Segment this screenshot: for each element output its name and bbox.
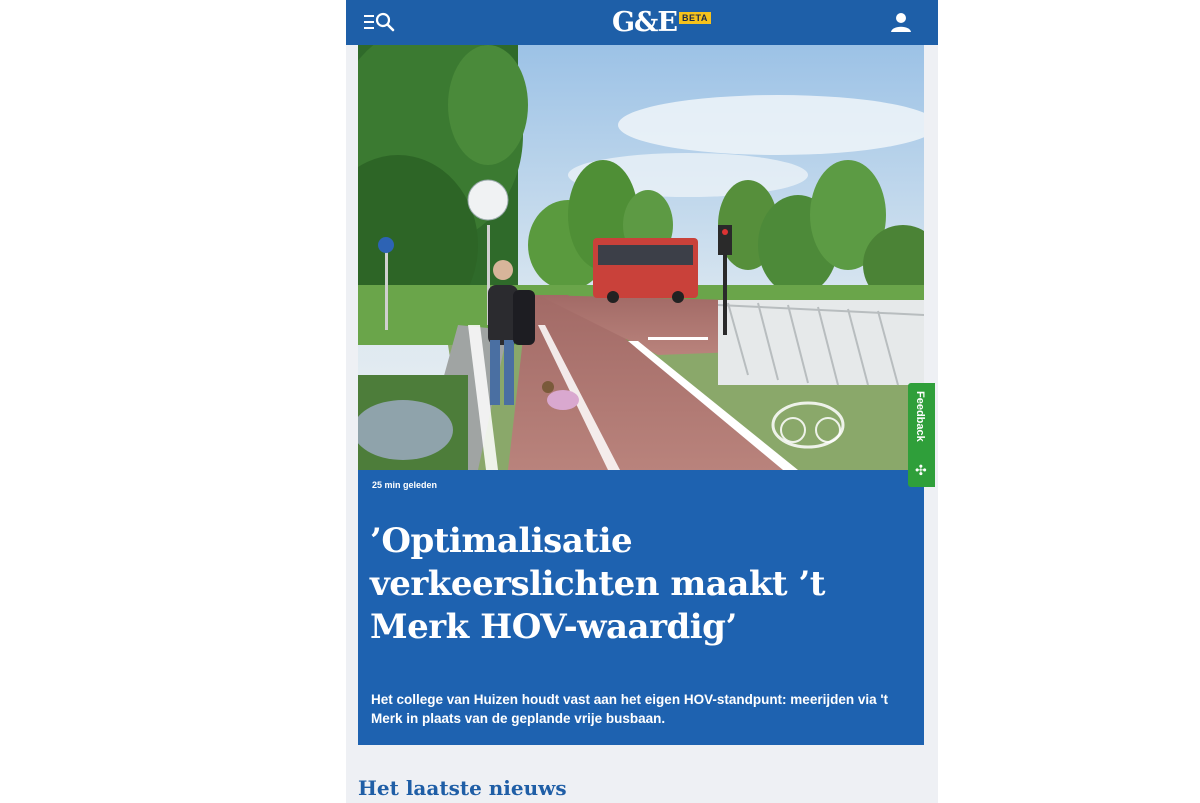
feedback-icon: ✣ [915, 462, 927, 478]
top-navigation-bar [346, 0, 938, 45]
feedback-label: Feedback [914, 391, 926, 442]
article-hero-image[interactable] [358, 45, 924, 470]
article-headline[interactable]: ’Optimalisatie verkeerslichten maakt ’t Merk HOV-waardig’ [370, 521, 826, 647]
menu-search-icon[interactable] [364, 10, 398, 34]
article-card[interactable] [358, 470, 924, 745]
latest-news-heading: Het laatste nieuws [358, 776, 567, 800]
user-icon[interactable] [890, 11, 912, 33]
article-lead: Het college van Huizen houdt vast aan het eigen HOV-standpunt: meerijden via 't Merk in plaats van de geplande vrije busbaan. [371, 692, 889, 726]
ge-logo[interactable] [612, 7, 711, 37]
mobile-page [346, 0, 938, 803]
beta-badge: BETA [679, 12, 711, 24]
article-timestamp: 25 min geleden [372, 480, 438, 490]
feedback-tab[interactable] [908, 383, 935, 487]
logo-text: G&E [612, 6, 678, 38]
